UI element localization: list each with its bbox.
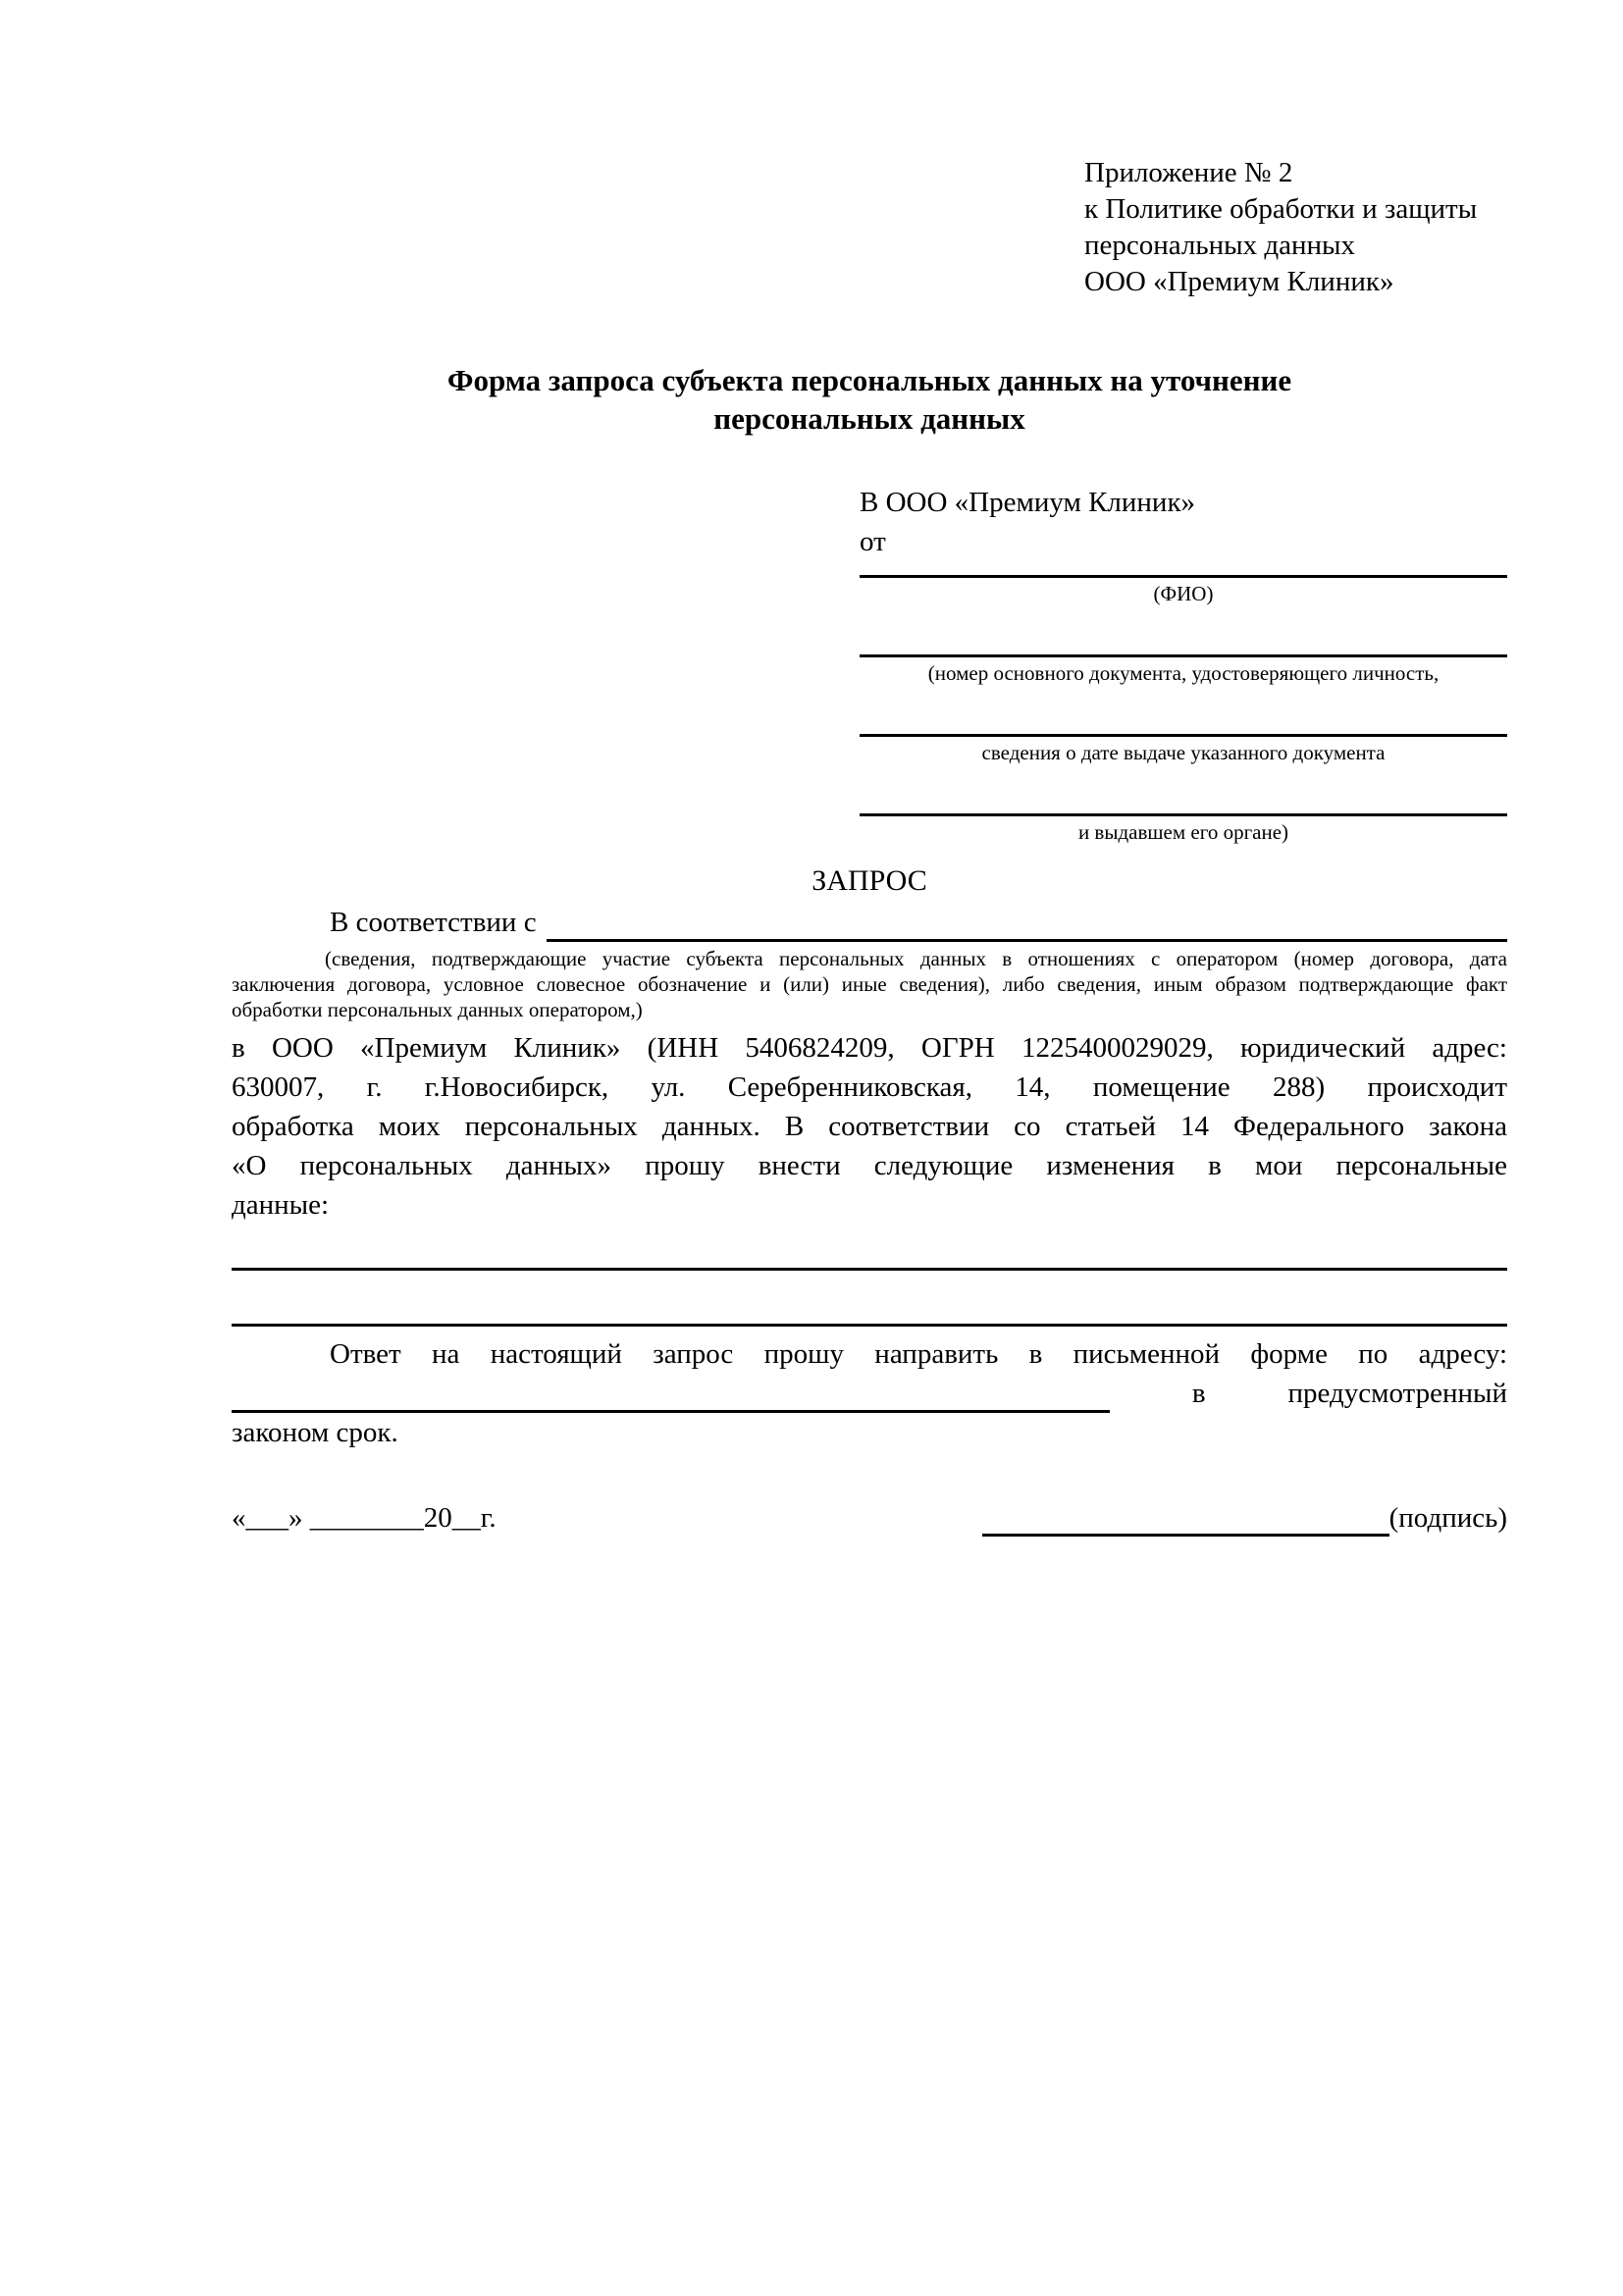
request-body	[232, 1028, 1507, 1225]
reply-address-blank-line	[232, 1379, 1110, 1413]
issue-date-caption: сведения о дате выдаче указанного документа	[981, 741, 1386, 764]
issuing-authority-caption: и выдавшем его органе)	[1077, 820, 1289, 844]
body-line: данные:	[232, 1189, 330, 1221]
footnote-line: (сведения, подтверждающие участие субъекта персональных данных в отношениях с оператором (номер договора, дата	[325, 947, 1507, 970]
intro-row	[232, 903, 1507, 942]
annex-line: к Политике обработки и защиты	[1084, 193, 1478, 225]
id-document-field	[860, 607, 1507, 687]
annex-note	[1084, 155, 1507, 300]
reply-line-2	[232, 1374, 1507, 1413]
annex-line: персональных данных	[1084, 230, 1356, 261]
fio-caption: (ФИО)	[1153, 582, 1214, 605]
issuing-authority-field	[860, 766, 1507, 846]
date-field: «___» ________20__г.	[232, 1502, 497, 1534]
date-signature-row	[232, 1499, 1507, 1537]
signature-group	[982, 1499, 1507, 1537]
issuing-authority-blank-line	[860, 766, 1507, 816]
annex-line: ООО «Премиум Клиник»	[1084, 266, 1394, 297]
addressee-to: В ООО «Премиум Клиник»	[860, 487, 1196, 518]
reply-line-1: Ответ на настоящий запрос прошу направить в письменной форме по адресу:	[330, 1338, 1507, 1370]
document-title-line: Форма запроса субъекта персональных данных на уточнение	[446, 363, 1292, 397]
addressee-block	[860, 483, 1507, 846]
document-title	[232, 361, 1507, 438]
body-line: в ООО «Премиум Клиник» (ИНН 5406824209, ОГРН 1225400029029, юридический адрес:	[232, 1032, 1507, 1064]
signature-caption: (подпись)	[1388, 1502, 1507, 1534]
addressee-from-label: от	[860, 526, 886, 557]
changes-blank-line-2	[232, 1324, 1507, 1327]
changes-blank-line-1	[232, 1268, 1507, 1271]
intro-blank-line	[547, 906, 1507, 942]
reply-line-3: законом срок.	[232, 1417, 398, 1448]
id-document-blank-line	[860, 607, 1507, 657]
fio-blank-line	[860, 561, 1507, 578]
issue-date-blank-line	[860, 687, 1507, 737]
footnote	[232, 946, 1507, 1022]
id-document-caption: (номер основного документа, удостоверяющего личность,	[927, 661, 1440, 685]
body-line: обработка моих персональных данных. В соответствии со статьей 14 Федерального закона	[232, 1111, 1507, 1142]
fio-field	[860, 561, 1507, 607]
issue-date-field	[860, 687, 1507, 766]
footnote-line: заключения договора, условное словесное обозначение и (или) иные сведения), либо сведения, иным образом подтверждающие факт	[232, 972, 1507, 996]
body-line: 630007, г. г.Новосибирск, ул. Серебренниковская, 14, помещение 288) происходит	[232, 1071, 1507, 1103]
request-heading: ЗАПРОС	[812, 864, 927, 897]
reply-paragraph	[232, 1334, 1507, 1452]
signature-blank-line	[982, 1502, 1389, 1537]
document-title-line: персональных данных	[713, 401, 1025, 436]
footnote-line: обработки персональных данных оператором,)	[232, 998, 643, 1021]
reply-word-v: в	[1191, 1378, 1206, 1409]
body-line: «О персональных данных» прошу внести следующие изменения в мои персональные	[232, 1150, 1507, 1181]
annex-line: Приложение № 2	[1084, 157, 1293, 188]
intro-text: В соответствии с	[330, 907, 537, 938]
reply-word-predusmotrenny: предусмотренный	[1287, 1378, 1507, 1409]
